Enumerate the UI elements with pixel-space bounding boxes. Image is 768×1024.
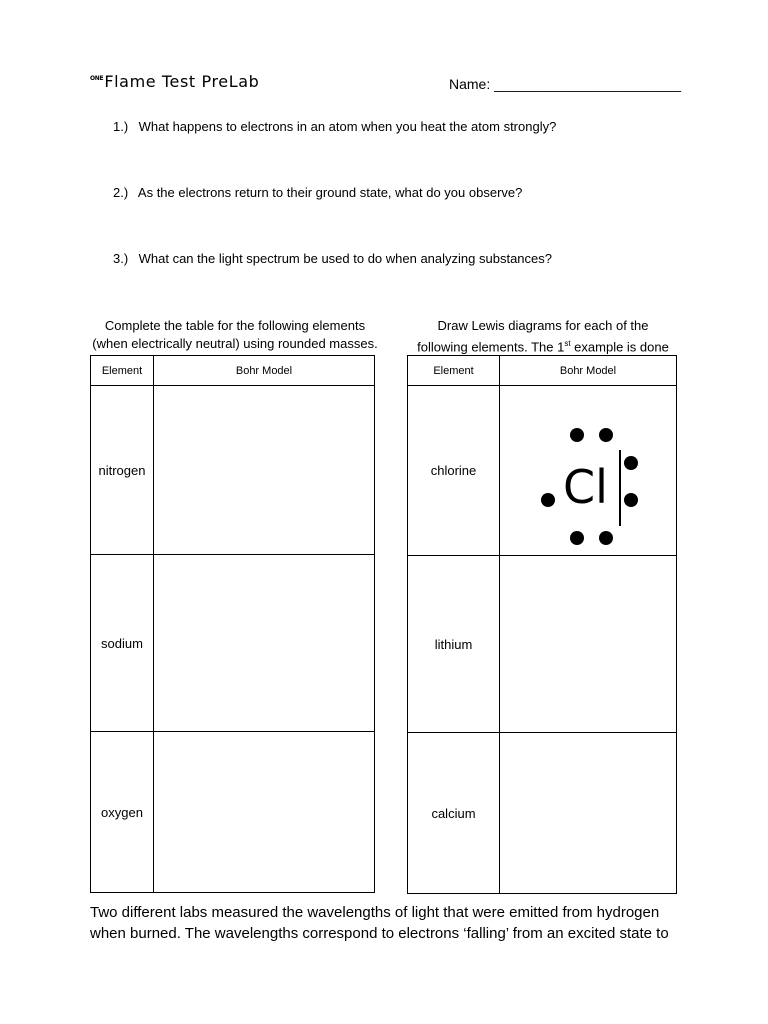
- ordinal-suffix: st: [564, 339, 571, 348]
- table-row: [91, 732, 375, 893]
- instruction-line: Draw Lewis diagrams for each of the: [437, 318, 649, 333]
- element-symbol: Cl: [563, 460, 608, 514]
- table-header-row: [91, 356, 375, 386]
- question-text: What happens to electrons in an atom when you heat the atom strongly?: [138, 119, 557, 134]
- annotation-line: [619, 450, 621, 526]
- header-tag: ONE: [90, 75, 104, 82]
- element-name: sodium: [91, 555, 154, 732]
- element-name: oxygen: [91, 732, 154, 893]
- table-row: [408, 556, 677, 733]
- column-header-model: Bohr Model: [154, 356, 375, 386]
- instruction-line: [403, 335, 683, 356]
- lewis-diagram-table: [407, 355, 677, 894]
- page-title: Flame Test PreLab: [104, 72, 260, 91]
- electron-dot: [599, 531, 613, 545]
- electron-dot: [570, 428, 584, 442]
- electron-dot: [541, 493, 555, 507]
- name-field-label: Name: ________________________: [449, 76, 681, 92]
- column-header-element: Element: [91, 356, 154, 386]
- lewis-drawing-area[interactable]: [500, 733, 677, 894]
- lewis-example-cell: [500, 386, 677, 556]
- bohr-instructions: [85, 317, 385, 353]
- element-name: nitrogen: [91, 386, 154, 555]
- question-number: 1.): [113, 119, 129, 134]
- question-text: As the electrons return to their ground state, what do you observe?: [137, 185, 523, 200]
- document-header: [90, 72, 259, 91]
- question-number: 2.): [113, 185, 129, 200]
- element-name: calcium: [408, 733, 500, 894]
- column-header-model: Bohr Model: [500, 356, 677, 386]
- electron-dot: [570, 531, 584, 545]
- question-3: [113, 251, 552, 266]
- bohr-drawing-area[interactable]: [154, 386, 375, 555]
- lewis-diagram-chlorine: [500, 386, 676, 555]
- question-1: [113, 119, 556, 134]
- lewis-drawing-area[interactable]: [500, 556, 677, 733]
- electron-dot: [599, 428, 613, 442]
- table-row: [91, 386, 375, 555]
- instruction-text: following elements. The 1: [417, 339, 565, 355]
- element-name: lithium: [408, 556, 500, 733]
- instruction-line: Complete the table for the following elements: [104, 318, 366, 333]
- electron-dot: [624, 456, 638, 470]
- question-number: 3.): [113, 251, 129, 266]
- lewis-instructions: [403, 317, 683, 356]
- table-header-row: [408, 356, 677, 386]
- question-2: [113, 185, 522, 200]
- bohr-drawing-area[interactable]: [154, 555, 375, 732]
- table-row: [408, 733, 677, 894]
- column-header-element: Element: [408, 356, 500, 386]
- paragraph-line: when burned. The wavelengths correspond to electrons ‘falling’ from an excited state to: [90, 925, 669, 942]
- instruction-line: (when electrically neutral) using rounded masses.: [92, 336, 378, 351]
- question-text: What can the light spectrum be used to do when analyzing substances?: [138, 251, 552, 266]
- table-row: [408, 386, 677, 556]
- hydrogen-paragraph: [90, 902, 680, 944]
- bohr-drawing-area[interactable]: [154, 732, 375, 893]
- electron-dot: [624, 493, 638, 507]
- table-row: [91, 555, 375, 732]
- instruction-text: example is done: [570, 339, 669, 355]
- bohr-model-table: [90, 355, 375, 893]
- element-name: chlorine: [408, 386, 500, 556]
- paragraph-line: Two different labs measured the wavelengths of light that were emitted from hydrogen: [90, 904, 660, 921]
